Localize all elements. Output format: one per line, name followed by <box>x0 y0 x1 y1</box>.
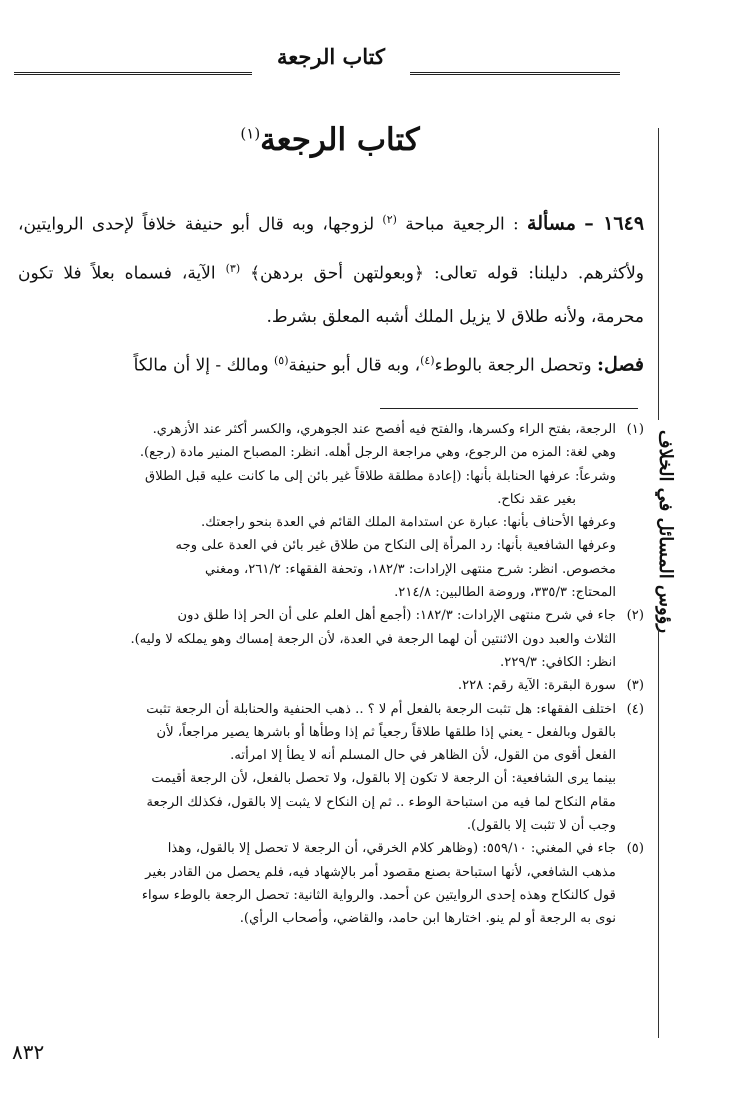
note-ref-2: (٢) <box>382 213 397 226</box>
footnote-line: الفعل أقوى من القول، لأن الظاهر في حال المسلم أنه لا يطأ إلا امرأته. <box>230 748 616 764</box>
footnote-line: بينما يرى الشافعية: أن الرجعة لا تكون إلا بالقول، ولا تحصل بالفعل، لأن الرجعة أقيمت <box>151 771 616 787</box>
issue-number: ١٦٤٩ – <box>584 212 645 235</box>
footnote-line: اختلف الفقهاء: هل تثبت الرجعة بالفعل أم لا ؟ .. ذهب الحنفية والحنابلة أن الرجعة تثبت <box>146 701 616 717</box>
page-number: ٨٣٢ <box>12 1040 45 1064</box>
footnote-line: مقام النكاح لما فيه من استباحة الوطء .. ثم إن النكاح لا يثبت إلا بالقول، فكذلك الرجعة <box>146 794 616 810</box>
footnote-4 <box>14 698 644 838</box>
issue-text-1: : الرجعية مباحة <box>405 214 519 235</box>
footnote-line: نوى به الرجعة أو لم ينو. اختارها ابن حامد، والقاضي، وأصحاب الرأي). <box>239 911 616 927</box>
footnote-line: مخصوص. انظر: شرح منتهى الإرادات: ١٨٢/٣، وتحفة الفقهاء: ٢٦١/٢، ومغني <box>204 561 616 577</box>
fasl-text-2: ، وبه قال أبو حنيفة <box>288 355 421 376</box>
footnote-line: بغير عقد نكاح. <box>497 491 576 507</box>
chapter-title-text: كتاب الرجعة <box>260 122 420 158</box>
fasl-text-3: ومالك - إلا أن مالكاً <box>133 355 269 376</box>
footnote-3 <box>14 674 644 697</box>
side-book-title: رؤوس المسائل في الخلاف <box>655 430 676 634</box>
footnote-number: (٤) <box>626 701 644 717</box>
footnote-line: الرجعة، بفتح الراء وكسرها، والفتح فيه أفصح عند الجوهري، والكسر أكثر عند الأزهري. <box>152 422 616 437</box>
header-rule-left <box>14 72 252 75</box>
footnote-line: المحتاج: ٣٣٥/٣، وروضة الطالبين: ٢١٤/٨. <box>394 585 616 601</box>
footnote-line: وجب أن لا تثبت إلا بالقول). <box>466 818 616 834</box>
side-rule-top <box>658 128 659 420</box>
footnote-number: (٥) <box>626 841 644 857</box>
footnote-number: (١) <box>626 422 644 437</box>
footnote-line: سورة البقرة: الآية رقم: ٢٢٨. <box>457 678 616 694</box>
footnote-number: (٢) <box>626 608 644 624</box>
side-rule-bottom <box>658 628 659 1038</box>
issue-text-2: لزوجها، وبه قال أبو حنيفة خلافاً لإحدى الروايتين، ولأكثرهم. دليلنا: قوله تعالى: ﴿وبعولتهن أحق بردهن﴾ <box>18 214 645 284</box>
footnote-line: قول كالنكاح وهذه إحدى الروايتين عن أحمد. والرواية الثانية: تحصل الرجعة بالوطء سواء <box>141 887 616 903</box>
footnote-line: الثلاث والعبد دون الاثنتين أن لهما الرجعة في العدة، لأن الرجعة إمساك وهو يملكه لا وليه). <box>130 631 616 647</box>
footnote-separator <box>380 408 638 409</box>
footnote-line: بالقول وبالفعل - يعني إذا طلقها طلاقاً رجعياً ثم إذا وطأها أو باشرها يصير مراجعاً، لأن <box>156 724 616 740</box>
footnote-line: وعرفها الأحناف بأنها: عبارة عن استدامة الملك القائم في العدة بنحو راجعتك. <box>201 515 616 531</box>
footnote-1 <box>14 418 644 604</box>
fasl-text-1: وتحصل الرجعة بالوطء <box>434 355 592 376</box>
footnote-2 <box>14 604 644 674</box>
footnote-line: وشرعاً: عرفها الحنابلة بأنها: (إعادة مطلقة طلاقاً غير بائن إلى ما كانت عليه قبل الطلاق <box>145 468 616 484</box>
footnote-line: جاء في شرح منتهى الإرادات: ١٨٢/٣: (أجمع أهل العلم على أن الحر إذا طلق دون <box>177 608 616 624</box>
issue-label: مسألة <box>527 212 576 235</box>
footnote-line: وهي لغة: المزه من الرجوع، وهي مراجعة الرجل أهله. انظر: المصباح المنير مادة (رجع). <box>139 445 616 461</box>
issue-paragraph <box>18 198 644 339</box>
footnote-line: مذهب الشافعي، لأنها استباحة بصنع مقصود أمر بالإشهاد فيه، فلم يحصل من القادر بغير <box>145 864 616 880</box>
note-ref-3: (٣) <box>225 261 241 275</box>
main-text <box>18 198 644 388</box>
footnote-line: وعرفها الشافعية بأنها: رد المرأة إلى النكاح من طلاق غير بائن في العدة على وجه <box>175 538 616 554</box>
footnote-line: انظر: الكافي: ٢٢٩/٣. <box>500 654 616 670</box>
note-ref-4: (٤) <box>420 354 435 368</box>
footnote-number: (٣) <box>626 678 644 694</box>
running-head: كتاب الرجعة <box>276 44 385 69</box>
footnote-5 <box>14 837 644 930</box>
fasl-label: فصل: <box>597 353 644 376</box>
header-rule-right <box>410 72 620 75</box>
chapter-note-ref: (١) <box>240 124 261 143</box>
chapter-title <box>200 122 460 158</box>
fasl-paragraph <box>18 339 644 388</box>
note-ref-5: (٥) <box>274 354 289 368</box>
issue-text-3: الآية، فسماه بعلاً فلا تكون محرمة، ولأنه طلاق لا يزيل الملك أشبه المعلق بشرط. <box>18 263 644 328</box>
footnote-line: جاء في المغني: ٥٥٩/١٠: (وظاهر كلام الخرقي، أن الرجعة لا تحصل إلا بالقول، وهذا <box>167 841 616 857</box>
footnotes <box>14 418 644 931</box>
